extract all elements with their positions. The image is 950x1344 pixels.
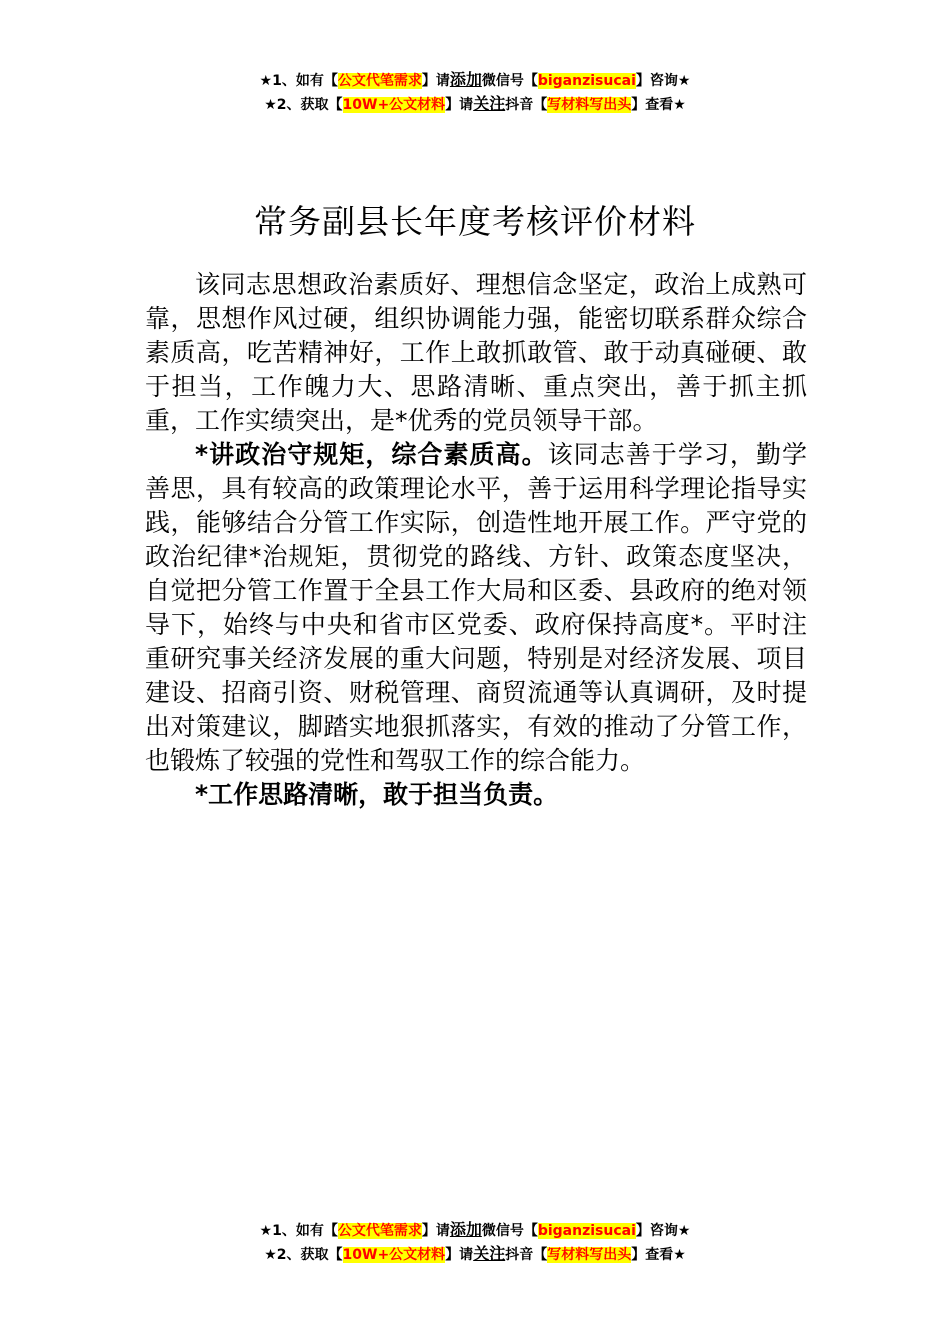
paragraph-2: *讲政治守规矩，综合素质高。该同志善于学习，勤学善思，具有较高的政策理论水平，善于运用科学理论指导实践，能够结合分管工作实际，创造性地开展工作。严守党的政治纪律*治规矩，贯彻党的路线、方针、政策态度坚决，自觉把分管工作置于全县工作大局和区委、县政府的绝对领导下，始终与中央和省市区党委、政府保持高度*。平时注重研究事关经济发展的重大问题，特别是对经济发展、项目建设、招商引资、财税管理、商贸流通等认真调研，及时提出对策建议，脚踏实地狠抓落实，有效的推动了分管工作，也锻炼了较强的党性和驾驭工作的综合能力。 xyxy=(145,440,807,775)
star-icon: ★ xyxy=(677,73,691,89)
wechat-id: biganzisucai xyxy=(537,1223,636,1239)
document-body xyxy=(145,268,807,812)
star-icon: ★ xyxy=(673,1247,686,1263)
service-highlight: 公文代笔需求 xyxy=(337,73,422,89)
banner-line-1: ★1、如有【公文代笔需求】请添加微信号【biganzisucai】咨询★ xyxy=(259,70,691,89)
paragraph-heading: *讲政治守规矩，综合素质高。 xyxy=(195,440,548,469)
banner-line-2: ★2、获取【10W+公文材料】请关注抖音【写材料写出头】查看★ xyxy=(264,1244,686,1263)
follow-text: 关注 xyxy=(473,1244,506,1263)
star-icon: ★ xyxy=(673,97,686,113)
document-title: 常务副县长年度考核评价材料 xyxy=(254,202,696,242)
douyin-id: 写材料写出头 xyxy=(547,1247,632,1263)
star-icon: ★ xyxy=(264,1247,277,1263)
service-highlight: 公文代笔需求 xyxy=(337,1223,422,1239)
star-icon: ★ xyxy=(677,1223,691,1239)
add-text: 添加 xyxy=(449,1220,482,1239)
star-icon: ★ xyxy=(264,97,277,113)
paragraph-1: 该同志思想政治素质好、理想信念坚定，政治上成熟可靠，思想作风过硬，组织协调能力强，能密切联系群众综合素质高，吃苦精神好，工作上敢抓敢管、敢于动真碰硬、敢于担当，工作魄力大、思路清晰、重点突出，善于抓主抓重，工作实绩突出，是*优秀的党员领导干部。 xyxy=(145,270,807,435)
header-banner xyxy=(0,68,950,116)
wechat-id: biganzisucai xyxy=(537,73,636,89)
footer-banner xyxy=(0,1218,950,1266)
follow-text: 关注 xyxy=(473,94,506,113)
material-highlight: 10W+公文材料 xyxy=(342,97,446,113)
material-highlight: 10W+公文材料 xyxy=(342,1247,446,1263)
paragraph-3 xyxy=(145,778,807,812)
banner-line-1: ★1、如有【公文代笔需求】请添加微信号【biganzisucai】咨询★ xyxy=(259,1220,691,1239)
add-text: 添加 xyxy=(449,70,482,89)
star-icon: ★ xyxy=(259,1223,273,1239)
banner-line-2: ★2、获取【10W+公文材料】请关注抖音【写材料写出头】查看★ xyxy=(264,94,686,113)
douyin-id: 写材料写出头 xyxy=(547,97,632,113)
paragraph-heading: *工作思路清晰，敢于担当负责。 xyxy=(195,780,559,809)
star-icon: ★ xyxy=(259,73,273,89)
